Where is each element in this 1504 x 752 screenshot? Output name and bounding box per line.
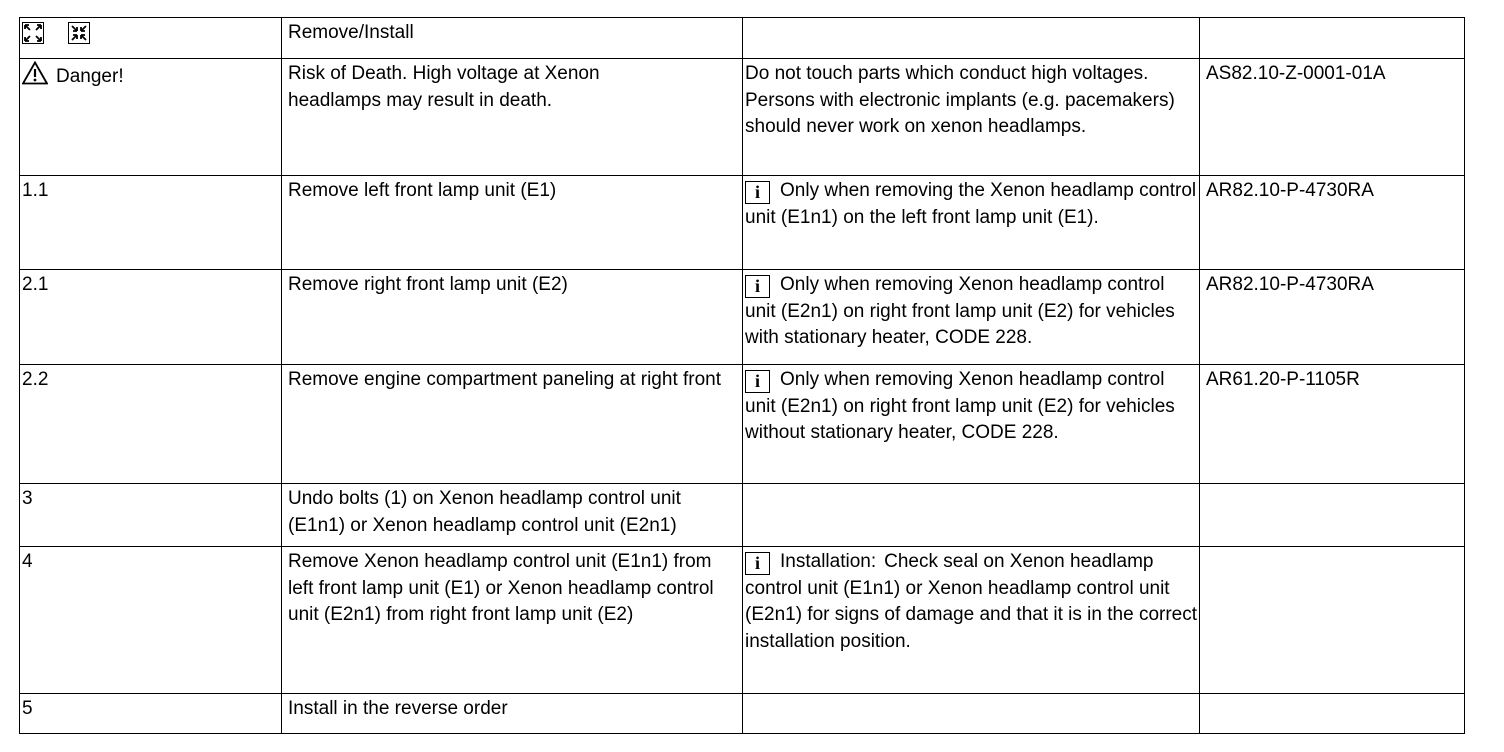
warning-triangle-icon xyxy=(22,61,48,85)
step-row xyxy=(20,270,1465,365)
step-description: Remove left front lamp unit (E1) xyxy=(282,176,743,270)
step-note-cell xyxy=(743,694,1200,734)
step-ref-cell xyxy=(1200,484,1465,547)
step-row xyxy=(20,694,1465,734)
step-note: Only when removing Xenon headlamp control unit (E2n1) on right front lamp unit (E2) for vehicles without stationary heater, CODE 228. xyxy=(745,369,1175,443)
step-description: Remove Xenon headlamp control unit (E1n1) from left front lamp unit (E1) or Xenon headlamp control unit (E2n1) from right front lamp unit (E2) xyxy=(282,547,743,694)
step-description: Remove engine compartment paneling at right front xyxy=(282,365,743,484)
step-row xyxy=(20,365,1465,484)
header-ref-cell xyxy=(1200,18,1465,59)
danger-ref-link[interactable]: AS82.10-Z-0001-01A xyxy=(1200,59,1465,176)
step-row xyxy=(20,176,1465,270)
installation-label: Installation: xyxy=(780,551,877,572)
header-row xyxy=(20,18,1465,59)
step-ref-link[interactable]: AR82.10-P-4730RA xyxy=(1200,176,1465,270)
step-row xyxy=(20,547,1465,694)
danger-label: Danger! xyxy=(56,66,124,87)
step-row xyxy=(20,484,1465,547)
danger-label-cell xyxy=(20,59,282,176)
step-note-cell xyxy=(743,484,1200,547)
step-note-cell xyxy=(743,365,1200,484)
step-ref-cell xyxy=(1200,547,1465,694)
info-icon: i xyxy=(745,552,770,575)
danger-text: Risk of Death. High voltage at Xenon headlamps may result in death. xyxy=(282,59,743,176)
collapse-icon[interactable] xyxy=(68,22,90,44)
view-controls-cell xyxy=(20,18,282,59)
info-icon: i xyxy=(745,370,770,393)
step-note-cell xyxy=(743,270,1200,365)
step-number: 1.1 xyxy=(20,176,282,270)
step-number: 5 xyxy=(20,694,282,734)
step-ref-cell xyxy=(1200,694,1465,734)
expand-icon[interactable] xyxy=(22,22,44,44)
danger-note: Do not touch parts which conduct high voltages. Persons with electronic implants (e.g. pacemakers) should never work on xenon headlamps. xyxy=(743,59,1200,176)
step-description: Undo bolts (1) on Xenon headlamp control unit (E1n1) or Xenon headlamp control unit (E2n1) xyxy=(282,484,743,547)
info-icon: i xyxy=(745,275,770,298)
procedure-table xyxy=(19,17,1465,734)
step-note: Check seal on Xenon headlamp control unit (E1n1) or Xenon headlamp control unit (E2n1) for signs of damage and that it is in the correct installation position. xyxy=(745,551,1198,652)
info-icon: i xyxy=(745,181,770,204)
step-number: 2.2 xyxy=(20,365,282,484)
step-description: Remove right front lamp unit (E2) xyxy=(282,270,743,365)
step-ref-link[interactable]: AR82.10-P-4730RA xyxy=(1200,270,1465,365)
step-number: 4 xyxy=(20,547,282,694)
step-number: 3 xyxy=(20,484,282,547)
step-note-cell xyxy=(743,176,1200,270)
danger-row xyxy=(20,59,1465,176)
step-number: 2.1 xyxy=(20,270,282,365)
step-note-cell xyxy=(743,547,1200,694)
step-note: Only when removing Xenon headlamp control unit (E2n1) on right front lamp unit (E2) for vehicles with stationary heater, CODE 228. xyxy=(745,274,1175,348)
header-note-cell xyxy=(743,18,1200,59)
step-description: Install in the reverse order xyxy=(282,694,743,734)
page-title: Remove/Install xyxy=(282,18,743,59)
step-note: Only when removing the Xenon headlamp control unit (E1n1) on the left front lamp unit (E1). xyxy=(745,180,1197,228)
step-ref-link[interactable]: AR61.20-P-1105R xyxy=(1200,365,1465,484)
